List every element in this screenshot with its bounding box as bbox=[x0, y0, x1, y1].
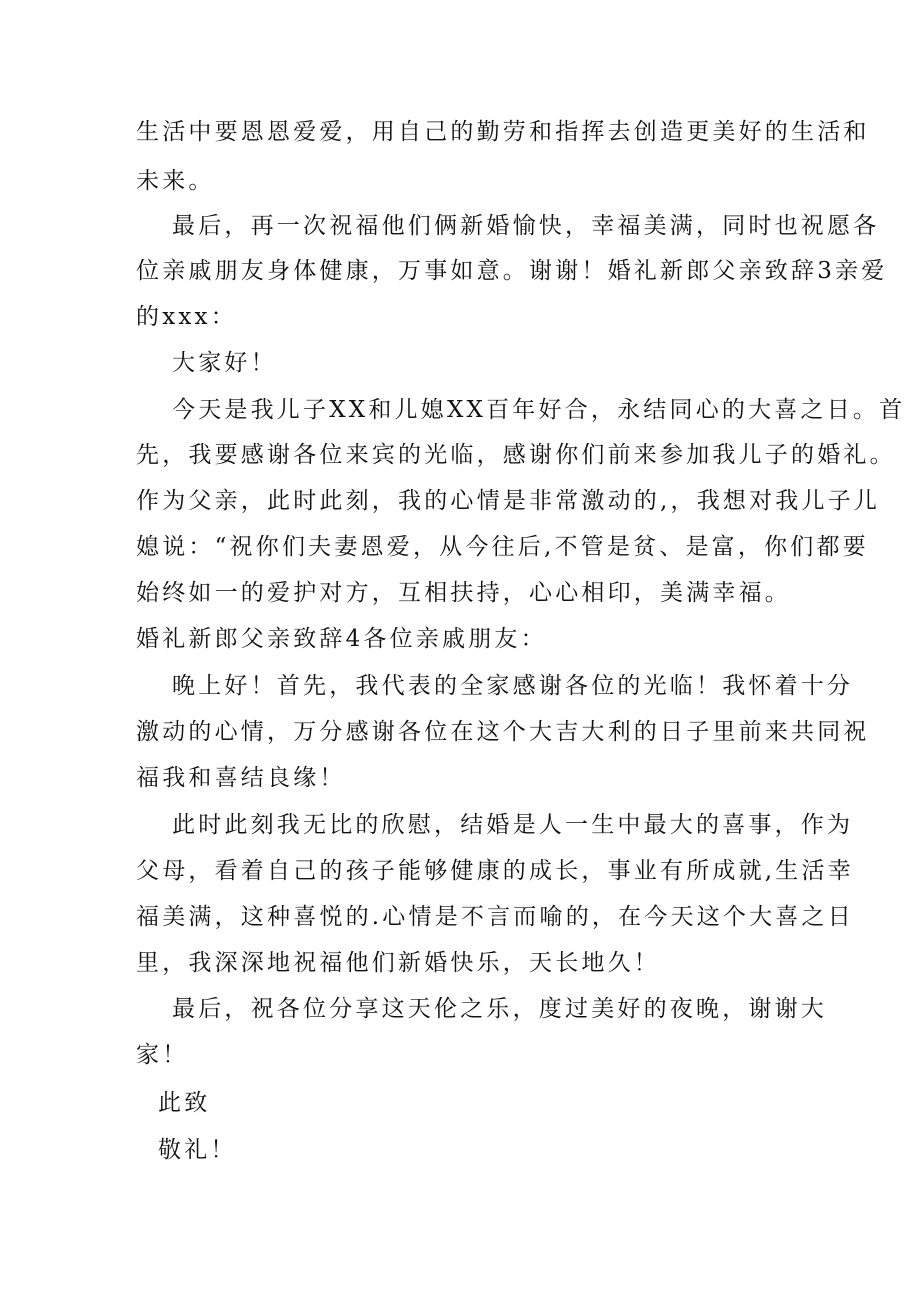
text-line: 大家好！ bbox=[172, 350, 277, 376]
text-line: 婚礼新郎父亲致辞4各位亲戚朋友： bbox=[136, 626, 547, 652]
text-line: 先，我要感谢各位来宾的光临，感谢你们前来参加我儿子的婚礼。 bbox=[136, 442, 896, 468]
text-line: 始终如一的爱护对方，互相扶持，心心相印，美满幸福。 bbox=[136, 580, 791, 606]
text-line: 生活中要恩恩爱爱，用自己的勤劳和指挥去创造更美好的生活和 bbox=[136, 119, 870, 145]
text-line: 里，我深深地祝福他们新婚快乐，天长地久！ bbox=[136, 950, 660, 976]
text-line: 福美满，这种喜悦的.心情是不言而喻的，在今天这个大喜之日 bbox=[136, 904, 854, 930]
text-line: 最后，再一次祝福他们俩新婚愉快，幸福美满，同时也祝愿各 bbox=[172, 213, 880, 239]
text-line: 最后，祝各位分享这天伦之乐，度过美好的夜晚，谢谢大 bbox=[172, 996, 827, 1022]
text-line: 激动的心情，万分感谢各位在这个大吉大利的日子里前来共同祝 bbox=[136, 719, 870, 745]
closing-line: 此致 bbox=[158, 1090, 211, 1116]
text-line: 家！ bbox=[136, 1042, 189, 1068]
text-line: 父母，看着自己的孩子能够健康的成长，事业有所成就,生活幸 bbox=[136, 858, 854, 884]
text-line: 此时此刻我无比的欣慰，结婚是人一生中最大的喜事，作为 bbox=[172, 812, 854, 838]
text-line: 今天是我儿子XX和儿媳XX百年好合，永结同心的大喜之日。首 bbox=[172, 397, 906, 423]
text-line: 晚上好！首先，我代表的全家感谢各位的光临！我怀着十分 bbox=[172, 673, 854, 699]
text-line: 福我和喜结良缘！ bbox=[136, 765, 346, 791]
text-line: 作为父亲，此时此刻，我的心情是非常激动的,，我想对我儿子儿 bbox=[136, 488, 881, 514]
text-line: 位亲戚朋友身体健康，万事如意。谢谢！婚礼新郎父亲致辞3亲爱 bbox=[136, 258, 888, 284]
text-line: 未来。 bbox=[136, 168, 215, 194]
text-line: 的xxx： bbox=[136, 304, 237, 330]
closing-line: 敬礼！ bbox=[158, 1137, 237, 1163]
text-line: 媳说：“祝你们夫妻恩爱，从今往后,不管是贫、是富，你们都要 bbox=[136, 534, 869, 560]
